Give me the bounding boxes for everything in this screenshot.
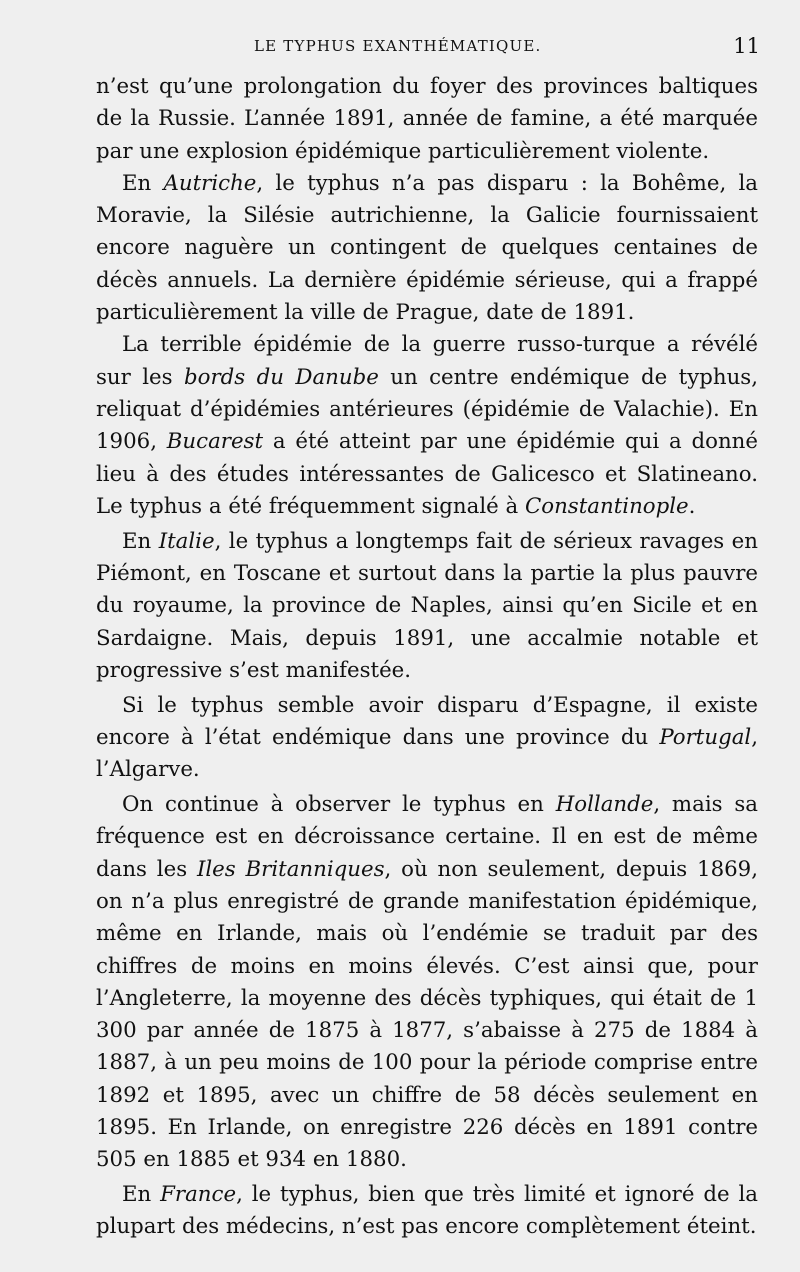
italic-place-name: Portugal <box>659 724 752 750</box>
text-run: Si le typhus semble avoir disparu d’Espagne, il existe encore à l’état endémique dans une province du <box>96 692 758 750</box>
text-run: En <box>122 528 159 554</box>
italic-place-name: Iles Britanniques <box>196 856 385 882</box>
text-run: , mais sa fréquence est en décroissance certaine. Il en est de même dans les <box>96 792 758 882</box>
paragraph-5 <box>96 690 758 787</box>
paragraph-4 <box>96 526 758 687</box>
text-run: En <box>122 170 164 196</box>
paragraph-1-text: n’est qu’une prolongation du foyer des provinces baltiques de la Russie. L’année 1891, année de famine, a été marquée par une explosion épidémique particulièrement violente. <box>96 74 758 164</box>
text-run: , le typhus a longtemps fait de sérieux ravages en Piémont, en Toscane et surtout dans la partie la plus pauvre du royaume, la province de Naples, ainsi qu’en Sicile et en Sardaigne. Mais, depuis 1891, une accalmie notable et progressive s’est manifestée. <box>96 528 758 683</box>
text-run: un centre endémique de typhus, reliquat d’épidémies antérieures (épidémie de Valachie). En 1906, <box>96 364 758 455</box>
page-number: 11 <box>733 34 760 58</box>
paragraph-1 <box>96 71 758 168</box>
paragraph-6 <box>96 789 758 1177</box>
text-run: , l’Algarve. <box>96 724 758 783</box>
italic-place-name: Hollande <box>555 792 654 818</box>
text-run: La terrible épidémie de la guerre russo-turque a révélé sur les <box>96 332 758 390</box>
italic-place-name: Bucarest <box>166 429 264 455</box>
text-run: , le typhus n’a pas disparu : la Bohême, la Moravie, la Silésie autrichienne, la Galicie fournissaient encore naguère un contingent de quelques centaines de décès annuels. La dernière épidémie sérieuse, qui a frappé particulièrement la ville de Prague, date de 1891. <box>96 170 758 326</box>
body-text <box>96 71 758 1244</box>
italic-place-name: bords du Danube <box>184 364 379 390</box>
paragraph-2 <box>96 168 758 329</box>
italic-place-name: Italie <box>158 528 215 554</box>
italic-place-name: Autriche <box>163 170 257 196</box>
text-run: , où non seulement, depuis 1869, on n’a plus enregistré de grande manifestation épidémique, même en Irlande, mais où l’endémie se traduit par des chiffres de moins en moins élevés. C’est ainsi que, pour l’Angleterre, la moyenne des décès typhiques, qui était de 1 300 par année de 1875 à 1877, s’abaisse à 275 de 1884 à 1887, à un peu moins de 100 pour la période comprise entre 1892 et 1895, avec un chiffre de 58 décès seulement en 1895. En Irlande, on enregistre 226 décès en 1891 contre 505 en 1885 et 934 en 1880. <box>96 856 758 1173</box>
running-title: LE TYPHUS EXANTHÉMATIQUE. <box>254 37 542 55</box>
text-run: On continue à observer le typhus en <box>122 792 556 818</box>
text-run: , le typhus, bien que très limité et ignoré de la plupart des médecins, n’est pas encore complètement éteint. <box>96 1182 758 1240</box>
text-run: . <box>688 493 696 519</box>
text-run: En <box>122 1182 161 1208</box>
text-run: a été atteint par une épidémie qui a donné lieu à des études intéressantes de Galicesco et Slatineano. Le typhus a été fréquemment signalé à <box>96 429 758 519</box>
italic-place-name: France <box>160 1182 237 1208</box>
paragraph-7 <box>96 1179 758 1244</box>
italic-place-name: Constantinople <box>524 493 689 519</box>
paragraph-3 <box>96 329 758 523</box>
page-header <box>96 34 760 64</box>
